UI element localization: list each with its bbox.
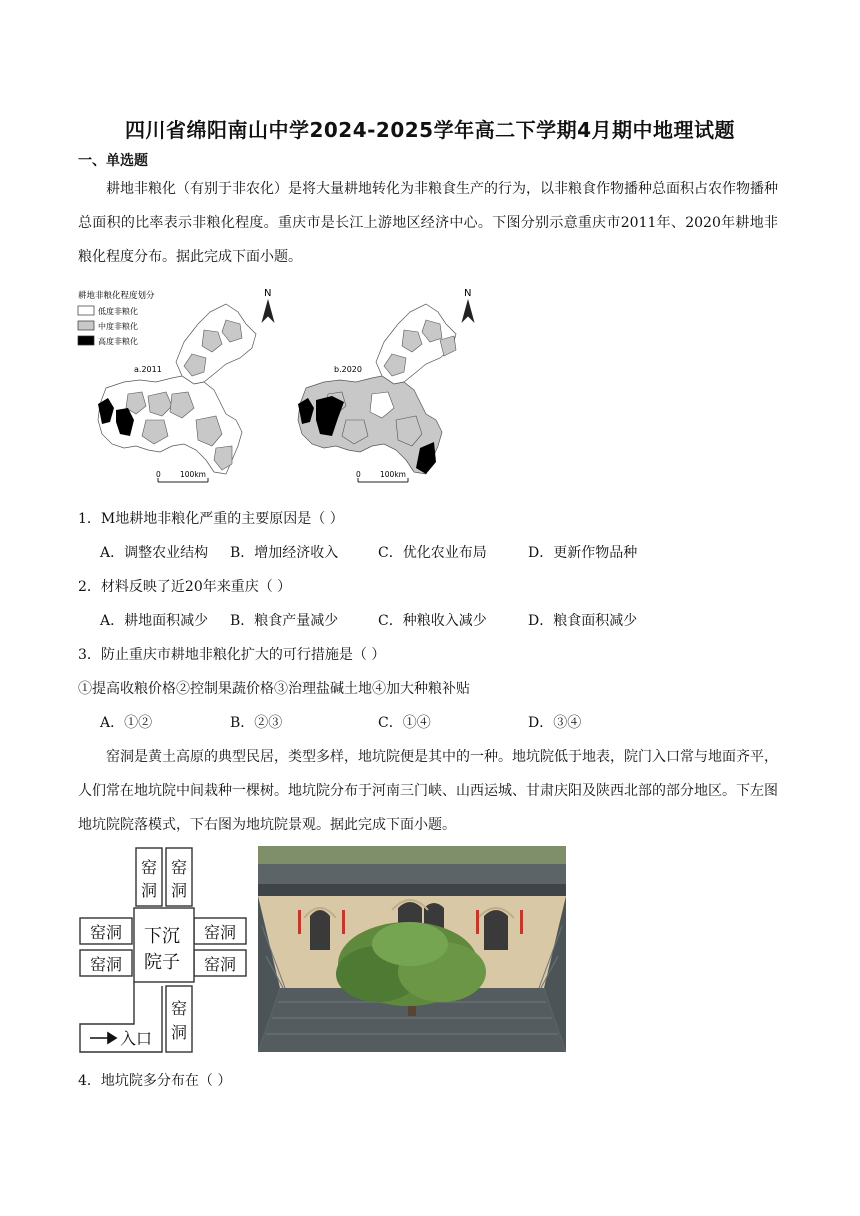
question-3-options xyxy=(100,712,581,732)
courtyard-photo xyxy=(258,846,566,1052)
scale-zero-b: 0 xyxy=(356,470,361,479)
option[interactable]: A．①② xyxy=(100,715,153,731)
option[interactable]: D．更新作物品种 xyxy=(528,545,638,561)
arrow-right-icon xyxy=(90,1033,116,1043)
north-arrow-icon xyxy=(462,300,474,322)
legend-title: 耕地非粮化程度划分 xyxy=(78,291,155,301)
cave-label: 窑洞 xyxy=(90,923,123,942)
section-heading: 一、单选题 xyxy=(78,153,148,169)
option[interactable]: A．调整农业结构 xyxy=(100,545,209,561)
north-label-a: N xyxy=(264,288,272,299)
cave-label: 窑 xyxy=(141,858,158,877)
legend-swatch-high xyxy=(78,336,94,345)
cave-label: 窑 xyxy=(171,999,188,1018)
legend-swatch-low xyxy=(78,306,94,315)
option[interactable]: B．②③ xyxy=(230,715,283,731)
legend-swatch-mid xyxy=(78,321,94,330)
courtyard-label: 下沉 xyxy=(144,926,180,947)
question-2-stem: 2．材料反映了近20年来重庆（ ） xyxy=(78,579,292,595)
cave-label: 洞 xyxy=(171,881,188,900)
map-2011-label: a.2011 xyxy=(134,365,162,374)
page-title: 四川省绵阳南山中学2024-2025学年高二下学期4月期中地理试题 xyxy=(124,118,736,142)
cave-label: 窑 xyxy=(171,858,188,877)
courtyard-diagram xyxy=(78,846,250,1054)
question-1-stem: 1．M地耕地非粮化严重的主要原因是（ ） xyxy=(78,511,344,527)
cave-label: 洞 xyxy=(171,1023,188,1042)
scale-end-a: 100km xyxy=(180,470,206,479)
option[interactable]: B．粮食产量减少 xyxy=(230,613,339,629)
cave-label: 洞 xyxy=(141,881,158,900)
option[interactable]: C．种粮收入减少 xyxy=(378,613,487,629)
option[interactable]: C．①④ xyxy=(378,715,431,731)
question-1-options xyxy=(100,542,637,562)
option[interactable]: D．粮食面积减少 xyxy=(528,613,638,629)
question-2-options xyxy=(100,610,637,630)
passage-1: 耕地非粮化（有别于非农化）是将大量耕地转化为非粮食生产的行为，以非粮食作物播种总面积占农作物播种总面积的比率表示非粮化程度。重庆市是长江上游地区经济中心。下图分别示意重庆市2011年、2020年耕地非粮化程度分布。据此完成下面小题。 xyxy=(78,181,778,265)
scale-zero-a: 0 xyxy=(156,470,161,479)
legend-label-low: 低度非粮化 xyxy=(98,307,138,316)
question-3-statements: ①提高收粮价格②控制果蔬价格③治理盐碱土地④加大种粮补贴 xyxy=(78,681,470,697)
legend-label-high: 高度非粮化 xyxy=(98,337,138,346)
question-4-stem: 4．地坑院多分布在（ ） xyxy=(78,1073,232,1089)
option[interactable]: A．耕地面积减少 xyxy=(100,613,209,629)
option[interactable]: D．③④ xyxy=(528,715,582,731)
map-2020 xyxy=(298,304,456,474)
cave-label: 窑洞 xyxy=(204,923,237,942)
map-figure xyxy=(76,284,496,488)
entrance-label: 入口 xyxy=(120,1029,153,1048)
cave-label: 窑洞 xyxy=(204,955,237,974)
cave-label: 窑洞 xyxy=(90,955,123,974)
passage-2: 窑洞是黄土高原的典型民居，类型多样，地坑院便是其中的一种。地坑院低于地表，院门入口常与地面齐平，人们常在地坑院中间栽种一棵树。地坑院分布于河南三门峡、山西运城、甘肃庆阳及陕西北部的部分地区。下左图地坑院院落模式，下右图为地坑院景观。据此完成下面小题。 xyxy=(78,749,778,833)
legend-label-mid: 中度非粮化 xyxy=(98,322,138,331)
scale-end-b: 100km xyxy=(380,470,406,479)
map-2020-label: b.2020 xyxy=(334,365,362,374)
north-label-b: N xyxy=(464,288,472,299)
question-3-stem: 3．防止重庆市耕地非粮化扩大的可行措施是（ ） xyxy=(78,647,386,663)
courtyard-label: 院子 xyxy=(144,952,180,973)
north-arrow-icon xyxy=(262,300,274,322)
option[interactable]: C．优化农业布局 xyxy=(378,545,487,561)
option[interactable]: B．增加经济收入 xyxy=(230,545,339,561)
